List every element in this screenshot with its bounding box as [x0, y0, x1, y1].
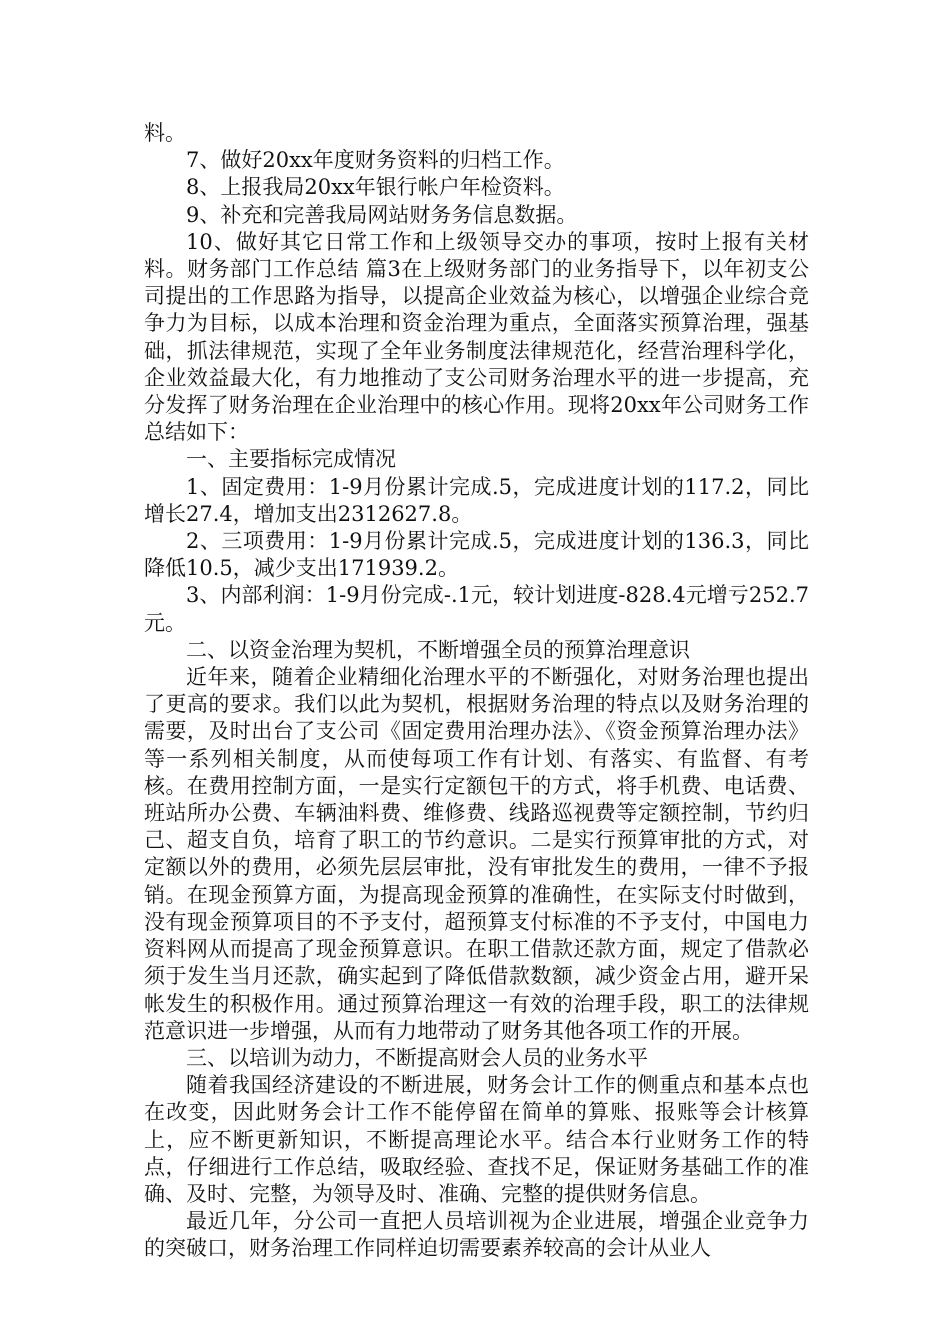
paragraph: 料。: [144, 121, 186, 145]
paragraph: 2、三项费用：1-9月份累计完成.5，完成进度计划的136.3，同比降低10.5，减少支出171939.2。: [144, 529, 809, 581]
paragraph: 10、做好其它日常工作和上级领导交办的事项，按时上报有关材料。财务部门工作总结 篇3在上级财务部门的业务指导下，以年初支公司提出的工作思路为指导，以提高企业效益为核心，以增强企业综合竞争力为目标，以成本治理和资金治理为重点，全面落实预算治理，强基础，抓法律规范，实现了全年业务制度法律规范化，经营治理科学化，企业效益最大化，有力地推动了支公司财务治理水平的进一步提高，充分发挥了财务治理在企业治理中的核心作用。现将20xx年公司财务工作总结如下：: [144, 229, 809, 445]
paragraph: 最近几年，分公司一直把人员培训视为企业进展，增强企业竞争力的突破口，财务治理工作同样迫切需要素养较高的会计从业人: [144, 1209, 809, 1261]
paragraph: 随着我国经济建设的不断进展，财务会计工作的侧重点和基本点也在改变，因此财务会计工作不能停留在简单的算账、报账等会计核算上，应不断更新知识，不断提高理论水平。结合本行业财务工作的特点，仔细进行工作总结，吸取经验、查找不足，保证财务基础工作的准确、及时、完整，为领导及时、准确、完整的提供财务信息。: [144, 1073, 809, 1206]
paragraph: 1、固定费用：1-9月份累计完成.5，完成进度计划的117.2，同比增长27.4，增加支出2312627.8。: [144, 474, 809, 526]
section-heading: 二、以资金治理为契机，不断增强全员的预算治理意识: [186, 637, 690, 662]
paragraph: 7、做好20xx年度财务资料的归档工作。: [186, 148, 565, 173]
paragraph: 3、内部利润：1-9月份完成-.1元，较计划进度-828.4元增亏252.7元。: [144, 583, 809, 635]
paragraph: 9、补充和完善我局网站财务务信息数据。: [186, 202, 578, 227]
section-heading: 一、主要指标完成情况: [186, 447, 396, 472]
paragraph: 8、上报我局20xx年银行帐户年检资料。: [186, 175, 565, 200]
document-body: [144, 120, 809, 1263]
section-heading: 三、以培训为动力，不断提高财会人员的业务水平: [186, 1045, 648, 1070]
paragraph: 近年来，随着企业精细化治理水平的不断强化，对财务治理也提出了更高的要求。我们以此为契机，根据财务治理的特点以及财务治理的需要，及时出台了支公司《固定费用治理办法》、《资金预算治理办法》等一系列相关制度，从而使每项工作有计划、有落实、有监督、有考核。在费用控制方面，一是实行定额包干的方式，将手机费、电话费、班站所办公费、车辆油料费、维修费、线路巡视费等定额控制，节约归己、超支自负，培育了职工的节约意识。二是实行预算审批的方式，对定额以外的费用，必须先层层审批，没有审批发生的费用，一律不予报销。在现金预算方面，为提高现金预算的准确性，在实际支付时做到，没有现金预算项目的不予支付，超预算支付标准的不予支付，中国电力资料网从而提高了现金预算意识。在职工借款还款方面，规定了借款必须于发生当月还款，确实起到了降低借款数额，减少资金占用，避开呆帐发生的积极作用。通过预算治理这一有效的治理手段，职工的法律规范意识进一步增强，从而有力地带动了财务其他各项工作的开展。: [144, 665, 809, 1043]
